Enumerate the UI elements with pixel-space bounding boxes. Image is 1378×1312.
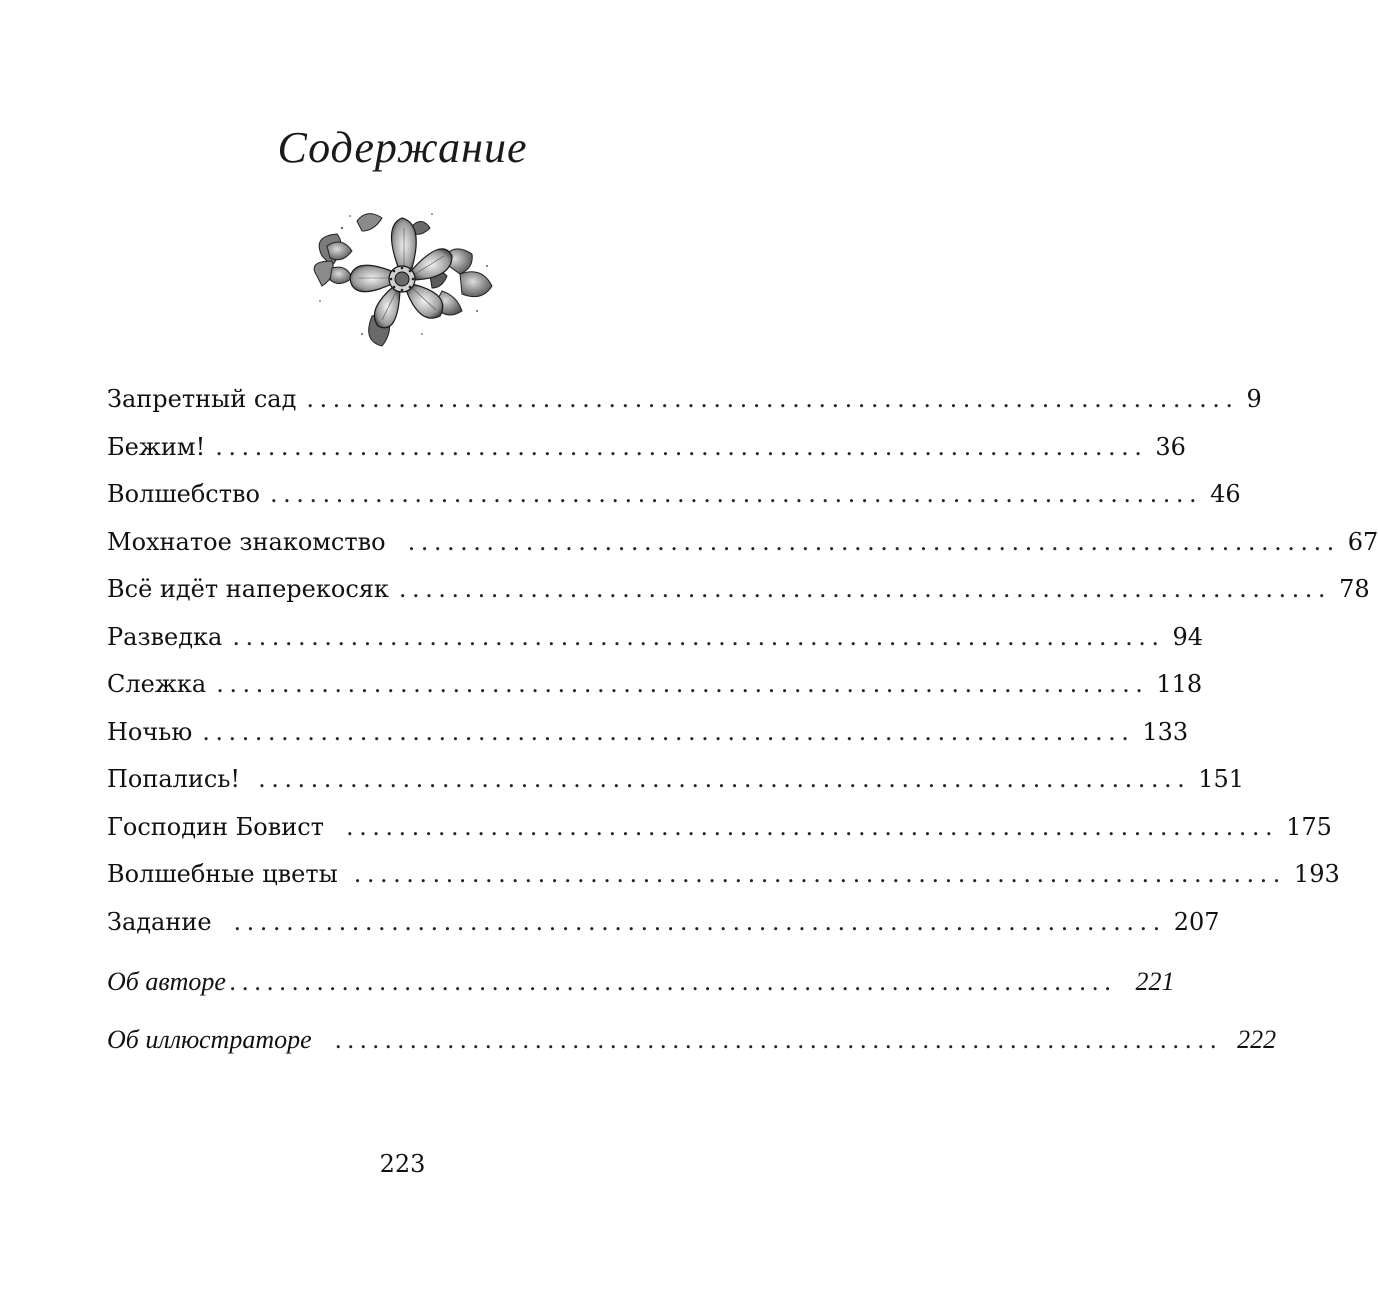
toc-entry: [107, 382, 1262, 416]
toc-entry: [107, 525, 1378, 559]
toc-entry-title: Мохнатое знакомство: [107, 528, 386, 556]
dot-leader: .......................................................................: [345, 813, 1279, 841]
page-title: Содержание: [277, 123, 528, 172]
toc-entry-page: 94: [1172, 623, 1204, 651]
toc-extra-entry: [107, 1023, 1277, 1057]
toc-entry-title: Об авторе: [107, 967, 226, 996]
toc-extra-entry: [107, 965, 1175, 999]
page-number: 223: [379, 1150, 426, 1178]
toc-entry-title: Разведка: [107, 623, 223, 651]
toc-entry-page: 78: [1339, 575, 1370, 603]
toc-entry: [107, 572, 1370, 606]
toc-entry-title: Ночью: [107, 718, 193, 746]
toc-entry-page: 67: [1347, 528, 1378, 556]
toc-entry: [107, 620, 1204, 654]
toc-entry: [107, 857, 1340, 891]
toc-entry: [107, 762, 1245, 796]
dot-leader: .......................................................................: [407, 528, 1340, 556]
toc-entry-title: Господин Бовист: [107, 813, 324, 841]
toc-entry: [107, 477, 1241, 511]
toc-entry-title: Запретный сад: [107, 385, 297, 413]
toc-entry-title: Попались!: [107, 765, 241, 793]
toc-entry-page: 207: [1173, 908, 1220, 936]
toc-entry-title: Слежка: [107, 670, 207, 698]
dot-leader: .......................................................................: [335, 1025, 1224, 1054]
toc-entry-page: 193: [1293, 860, 1340, 888]
dot-leader: .......................................................................: [398, 575, 1332, 603]
dot-leader: .......................................................................: [215, 433, 1148, 461]
toc-entry-page: 151: [1198, 765, 1245, 793]
toc-entry-title: Задание: [107, 908, 212, 936]
toc-entry-page: 36: [1155, 433, 1186, 461]
dot-leader: .......................................................................: [306, 385, 1239, 413]
toc-entry-page: 221: [1135, 967, 1175, 996]
dot-leader: .......................................................................: [216, 670, 1149, 698]
dot-leader: .......................................................................: [258, 765, 1191, 793]
toc-entry: [107, 715, 1189, 749]
toc-entry: [107, 905, 1220, 939]
toc-entry: [107, 430, 1186, 464]
toc-entry-page: 118: [1156, 670, 1203, 698]
toc-entry-title: Волшебство: [107, 480, 260, 508]
toc-entry: [107, 810, 1332, 844]
toc-entry: [107, 667, 1203, 701]
dot-leader: .......................................................................: [232, 623, 1165, 651]
toc-entry-page: 133: [1142, 718, 1189, 746]
toc-entry-title: Об иллюстраторе: [107, 1025, 312, 1054]
toc-entry-title: Всё идёт наперекосяк: [107, 575, 389, 603]
toc-entry-title: Бежим!: [107, 433, 206, 461]
dot-leader: .......................................................................: [202, 718, 1135, 746]
dot-leader: .......................................................................: [353, 860, 1286, 888]
toc-entry-page: 175: [1286, 813, 1332, 841]
dot-leader: .......................................................................: [233, 908, 1166, 936]
flower-ornament-icon: [302, 206, 502, 351]
toc-entry-page: 222: [1237, 1025, 1277, 1054]
dot-leader: .......................................................................: [269, 480, 1203, 508]
dot-leader: .......................................................................: [229, 967, 1118, 996]
toc-entry-title: Волшебные цветы: [107, 860, 338, 888]
toc-entry-page: 46: [1210, 480, 1241, 508]
toc-entry-page: 9: [1246, 385, 1262, 413]
